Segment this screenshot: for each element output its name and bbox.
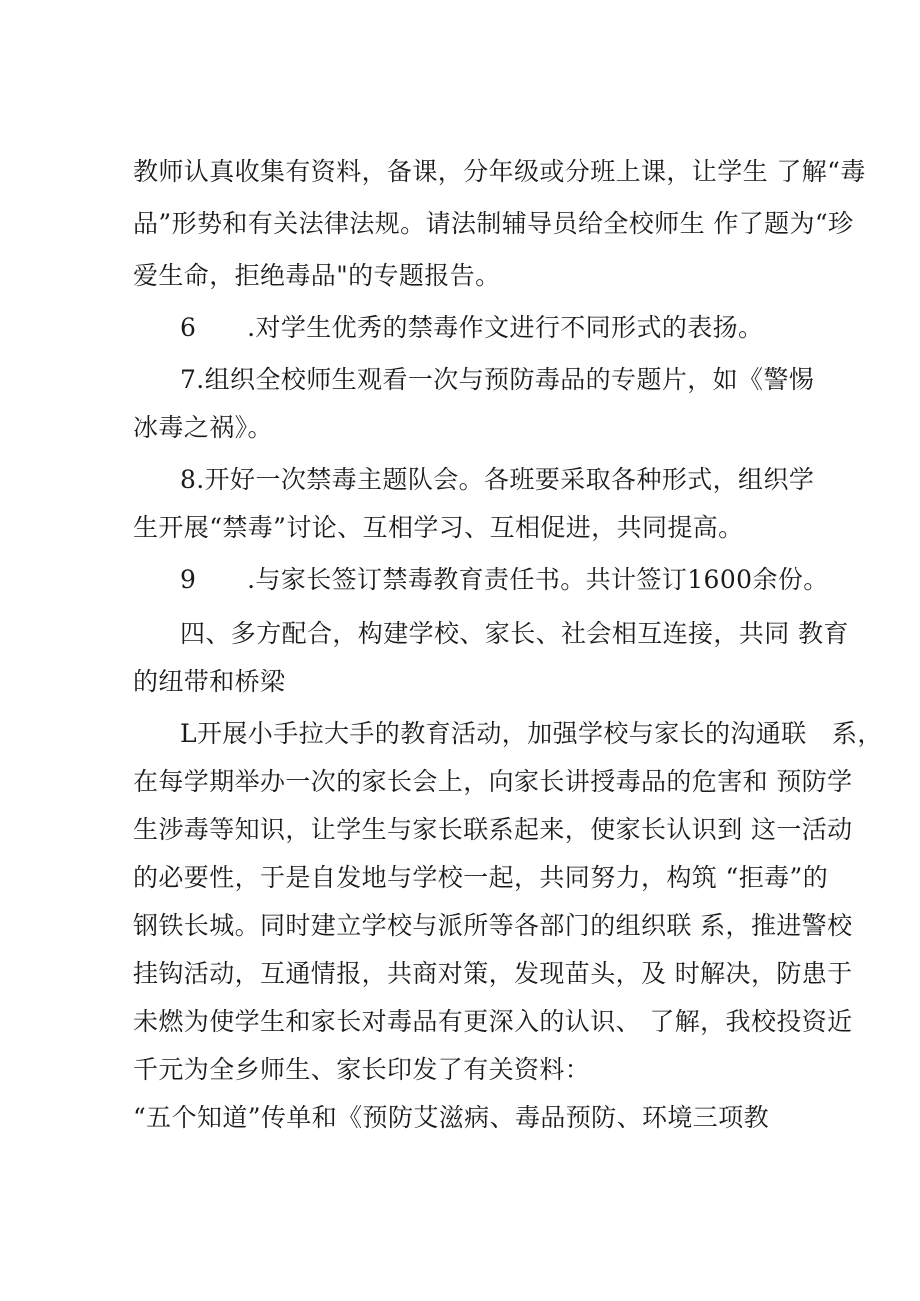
paragraph-line: L开展小手拉大手的教育活动，加强学校与家长的沟通联 系，	[180, 719, 883, 748]
paragraph-line: 爱生命，拒绝毒品"的专题报告。	[133, 261, 501, 290]
list-item-6: 6 .对学生优秀的禁毒作文进行不同形式的表扬。	[180, 313, 764, 342]
section-heading: 四、多方配合，构建学校、家长、社会相互连接，共同 教育	[180, 619, 849, 648]
paragraph-line: 挂钩活动，互通情报，共商对策，发现苗头，及 时解决，防患于	[133, 959, 853, 988]
list-item-8-cont: 生开展“禁毒”讨论、互相学习、互相促进，共同提高。	[133, 513, 744, 542]
paragraph-line: 钢铁长城。同时建立学校与派所等各部门的组织联 系，推进警校	[133, 911, 853, 940]
list-item-8: 8.开好一次禁毒主题队会。各班要采取各种形式，组织学	[180, 465, 815, 494]
paragraph-line: 生涉毒等知识，让学生与家长联系起来，使家长认识到 这一活动	[133, 815, 853, 844]
paragraph-line: 教师认真收集有资料，备课，分年级或分班上课，让学生 了解“毒	[133, 157, 866, 186]
paragraph-line: 的必要性，于是自发地与学校一起，共同努力，构筑 “拒毒”的	[133, 863, 829, 892]
list-item-9: 9 .与家长签订禁毒教育责任书。共计签订1600余份。	[180, 565, 829, 594]
paragraph-line: 未燃为使学生和家长对毒品有更深入的认识、 了解，我校投资近	[133, 1007, 853, 1036]
paragraph-line: 在每学期举办一次的家长会上，向家长讲授毒品的危害和 预防学	[133, 767, 853, 796]
paragraph-line: 品”形势和有关法律法规。请法制辅导员给全校师生 作了题为“珍	[133, 209, 854, 238]
list-item-7: 7.组织全校师生观看一次与预防毒品的专题片，如《警惕	[180, 365, 815, 394]
list-item-7-cont: 冰毒之祸》。	[133, 413, 273, 442]
paragraph-line: 千元为全乡师生、家长印发了有关资料：	[133, 1055, 591, 1084]
paragraph-line-last: “五个知道”传单和《预防艾滋病、毒品预防、环境三项教	[133, 1103, 769, 1132]
section-heading-cont: 的纽带和桥梁	[133, 667, 286, 696]
